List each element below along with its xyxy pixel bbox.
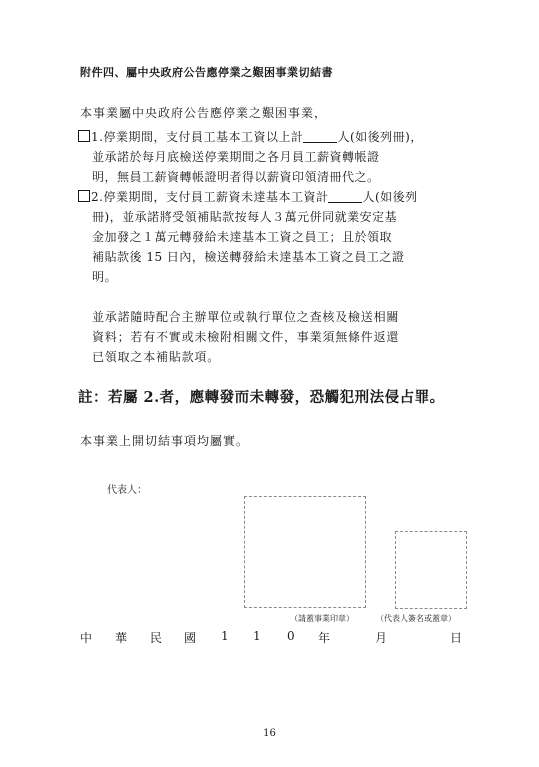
pledge-line: 已領取之本補貼款項。 [92, 350, 221, 364]
list-item-2 [78, 187, 418, 287]
item-line: 補貼款後 15 日內，檢送轉發給未達基本工資之員工之證 [92, 250, 405, 264]
pledge-line: 並承諾隨時配合主辦單位或執行單位之查核及檢送相關 [92, 310, 400, 324]
checkbox-item-1[interactable] [78, 130, 90, 142]
company-seal-box[interactable] [244, 496, 366, 608]
pledge-line: 資料；若有不實或未檢附相關文件，事業須無條件返還 [92, 330, 400, 344]
item-line: 冊)，並承諾將受領補貼款按每人３萬元併同就業安定基 [92, 210, 398, 224]
year-digit: 1 [253, 629, 261, 643]
year-label: 年 [318, 631, 331, 645]
note-warning: 註：若屬 2.者，應轉發而未轉發，恐觸犯刑法侵占罪。 [78, 389, 445, 406]
company-seal-caption: （請蓋事業印章） [290, 614, 354, 623]
document-title: 附件四、屬中央政府公告應停業之艱困事業切結書 [80, 66, 333, 79]
checkbox-item-2[interactable] [78, 190, 90, 202]
item-number: 1. [91, 130, 104, 144]
headcount-blank[interactable] [303, 130, 337, 143]
item-lead-text: 停業期間，支付員工基本工資以上計 [103, 130, 304, 144]
item-line: 明，無員工薪資轉帳證明者得以薪資印領清冊代之。 [92, 170, 380, 184]
year-digit: 1 [221, 629, 229, 643]
page-number: 16 [263, 728, 276, 739]
list-item-1 [78, 127, 423, 187]
year-digit: 0 [287, 629, 295, 643]
representative-label: 代表人： [107, 485, 147, 496]
date-char: 國 [184, 631, 197, 645]
item-lead-text: 停業期間，支付員工薪資未達基本工資計 [103, 190, 329, 204]
item-line: 並承諾於每月底檢送停業期間之各月員工薪資轉帳證 [92, 150, 380, 164]
headcount-blank[interactable] [328, 190, 362, 203]
date-char: 中 [80, 631, 93, 645]
day-label: 日 [450, 631, 463, 645]
pledge-paragraph [92, 307, 399, 367]
month-label: 月 [375, 631, 388, 645]
item-line: 金加發之１萬元轉發給未達基本工資之員工；且於領取 [92, 230, 393, 244]
date-line [80, 629, 463, 645]
intro-text: 本事業屬中央政府公告應停業之艱困事業， [80, 106, 328, 120]
representative-seal-caption: （代表人簽名或蓋章） [376, 614, 456, 623]
item-tail-text: 人(如後列 [362, 190, 418, 204]
confirmation-text: 本事業上開切結事項均屬實。 [80, 434, 250, 448]
date-char: 華 [115, 631, 128, 645]
item-line: 明。 [92, 270, 118, 284]
item-tail-text: 人(如後列冊)， [337, 130, 423, 144]
item-number: 2. [91, 190, 104, 204]
date-char: 民 [150, 631, 163, 645]
representative-seal-box[interactable] [395, 531, 467, 609]
